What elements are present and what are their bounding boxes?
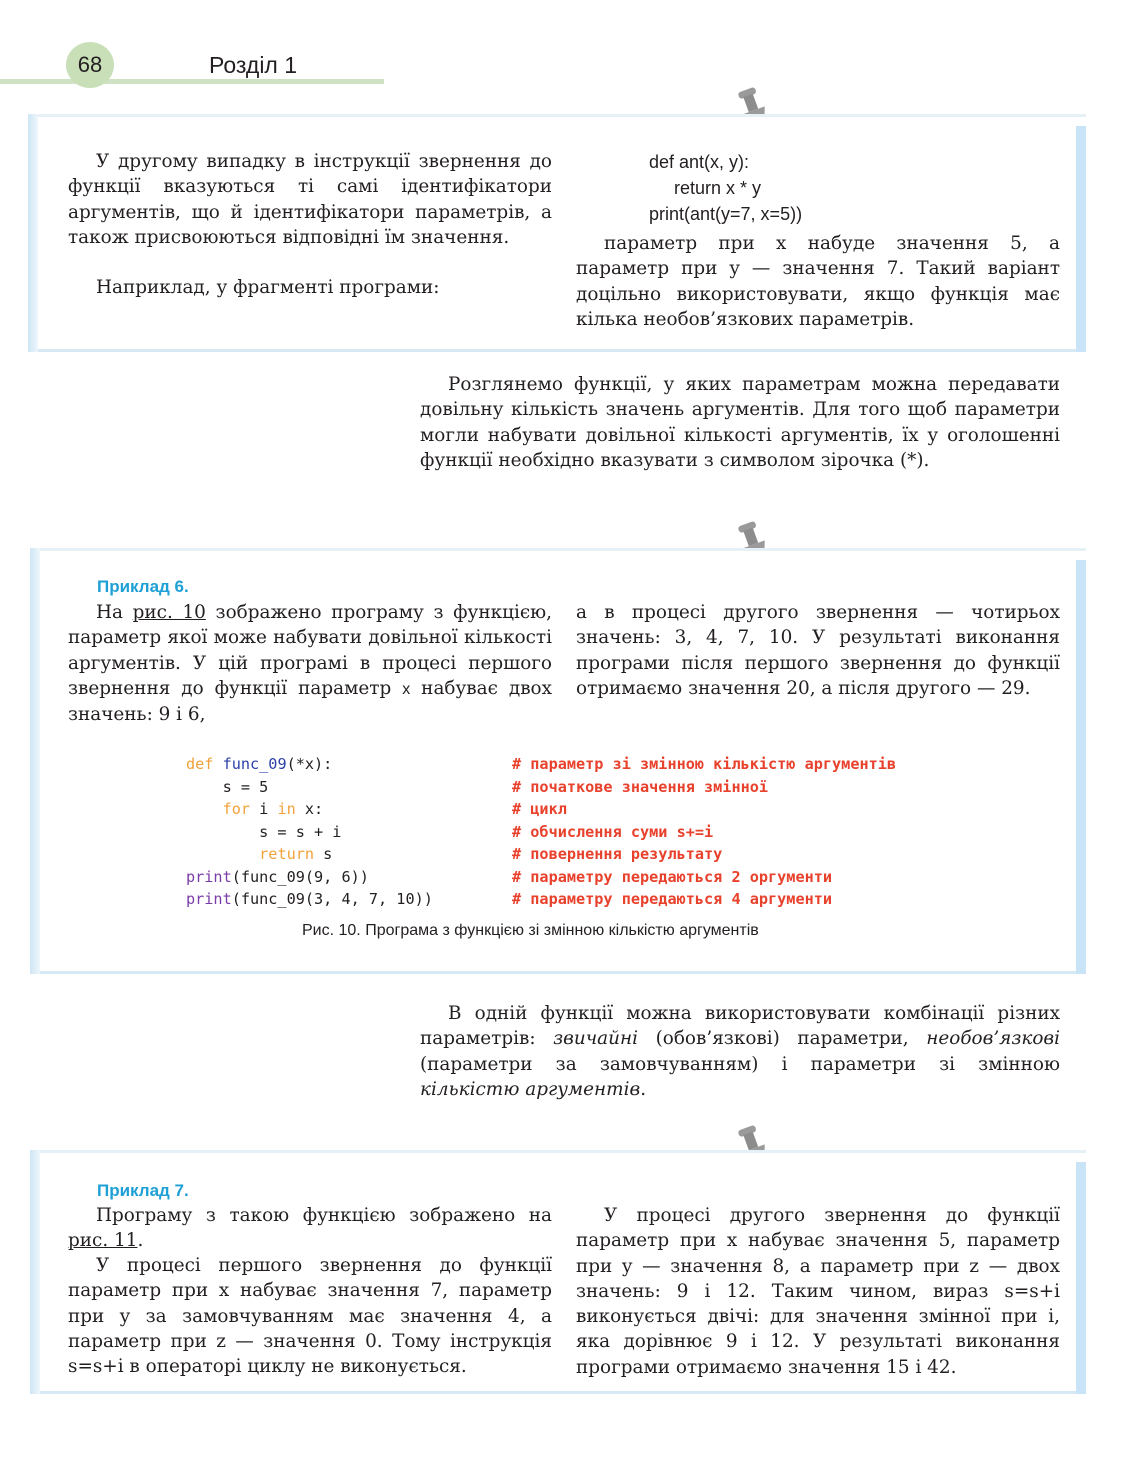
code-comment: # початкове значення змінної: [512, 777, 769, 796]
section-title: Розділ 1: [209, 52, 298, 78]
code-line: s = s + i # обчислення суми s+=i: [186, 821, 433, 844]
code-line: def func_09(*x): # параметр зі змінною кількістю аргументів: [186, 753, 433, 776]
box1-right-paragraph: параметр при x набуде значення 5, а параметр при y — значення 7. Такий варіант доцільно використовувати, якщо функція має кілька необов’язкових параметрів.: [576, 233, 1060, 330]
box1-paragraph-2: Наприклад, у фрагменті програми:: [96, 277, 440, 298]
page-number: 68: [66, 42, 114, 88]
figure-11-link[interactable]: рис. 11: [68, 1230, 138, 1252]
example-7-right-paragraph: У процесі другого звернення до функції параметр при x набуває значення 5, параметр при y — значення 8, а параметр при z — двох значень: 9 і 12. Таким чином, вираз s=s+i виконується двічі: для значення змінної при i, яка дорівнює 9 і 12. У результаті виконання програми отримаємо значення 15 і 42.: [576, 1205, 1060, 1378]
example-6-title: Приклад 6.: [97, 577, 189, 596]
body-paragraph-2: В одній функції можна використовувати комбінації різних параметрів: звичайні (обов’язкові) параметри, необов’язкові (параметри за замовчуванням) і параметри зі змінною кількістю аргументів.: [420, 1003, 1061, 1100]
box1-code-line: return x * y: [649, 178, 762, 198]
code-comment: # обчислення суми s+=i: [512, 822, 714, 841]
figure-10-link[interactable]: рис. 10: [132, 602, 206, 623]
code-line: return s # повернення результату: [186, 843, 433, 866]
code-line: s = 5 # початкове значення змінної: [186, 776, 433, 799]
code-comment: # параметру передаються 2 оргументи: [512, 867, 833, 886]
box1-paragraph-1: У другому випадку в інструкції звернення до функції вказуються ті самі ідентифікатори аргументів, що й ідентифікатори параметрів, а також присвоюються відповідні їм значення.: [68, 151, 552, 248]
example-6-right-paragraph: а в процесі другого звернення — чотирьох значень: 3, 4, 7, 10. У результаті виконання програми після першого звернення до функції отримаємо значення 20, а після другого — 29.: [576, 602, 1060, 699]
example-7-left-paragraph-1: Програму з такою функцією зображено на рис. 11.: [68, 1205, 552, 1252]
figure-10-caption: Рис. 10. Програма з функцією зі змінною кількістю аргументів: [302, 922, 759, 939]
code-line: for i in x: # цикл: [186, 798, 433, 821]
box1-code-line: def ant(x, y):: [649, 152, 750, 172]
example-7-left-paragraph-2: У процесі першого звернення до функції параметр при x набуває значення 7, параметр при y за замовчуванням має значення 4, а параметр при z — значення 0. Тому інструкція s=s+i в операторі циклу не виконується.: [68, 1255, 552, 1378]
example-6-left-paragraph: На рис. 10 зображено програму з функцією, параметр якої може набувати довільної кількості аргументів. У цій програмі в процесі першого звернення до функції параметр x набуває двох значень: 9 і 6,: [68, 602, 553, 726]
example-7-title: Приклад 7.: [97, 1181, 189, 1200]
code-comment: # параметру передаються 4 аргументи: [512, 890, 833, 908]
box1-code-line: print(ant(y=7, x=5)): [649, 204, 803, 224]
code-comment: # цикл: [512, 800, 567, 818]
code-comment: # повернення результату: [512, 845, 723, 863]
body-paragraph-1: Розглянемо функції, у яких параметрам можна передавати довільну кількість значень аргументів. Для того щоб параметри могли набувати довільної кількості аргументів, їх у оголошенні функції необхідно вказувати з символом зірочка (*).: [420, 374, 1060, 471]
code-comment: # параметр зі змінною кількістю аргументів: [512, 755, 897, 773]
code-listing-10: [186, 753, 897, 911]
code-line: print(func_09(3, 4, 7, 10)) # параметру передаються 4 аргументи: [186, 888, 433, 911]
code-line: print(func_09(9, 6)) # параметру передаються 2 оргументи: [186, 866, 433, 889]
header-rule: [0, 79, 384, 84]
